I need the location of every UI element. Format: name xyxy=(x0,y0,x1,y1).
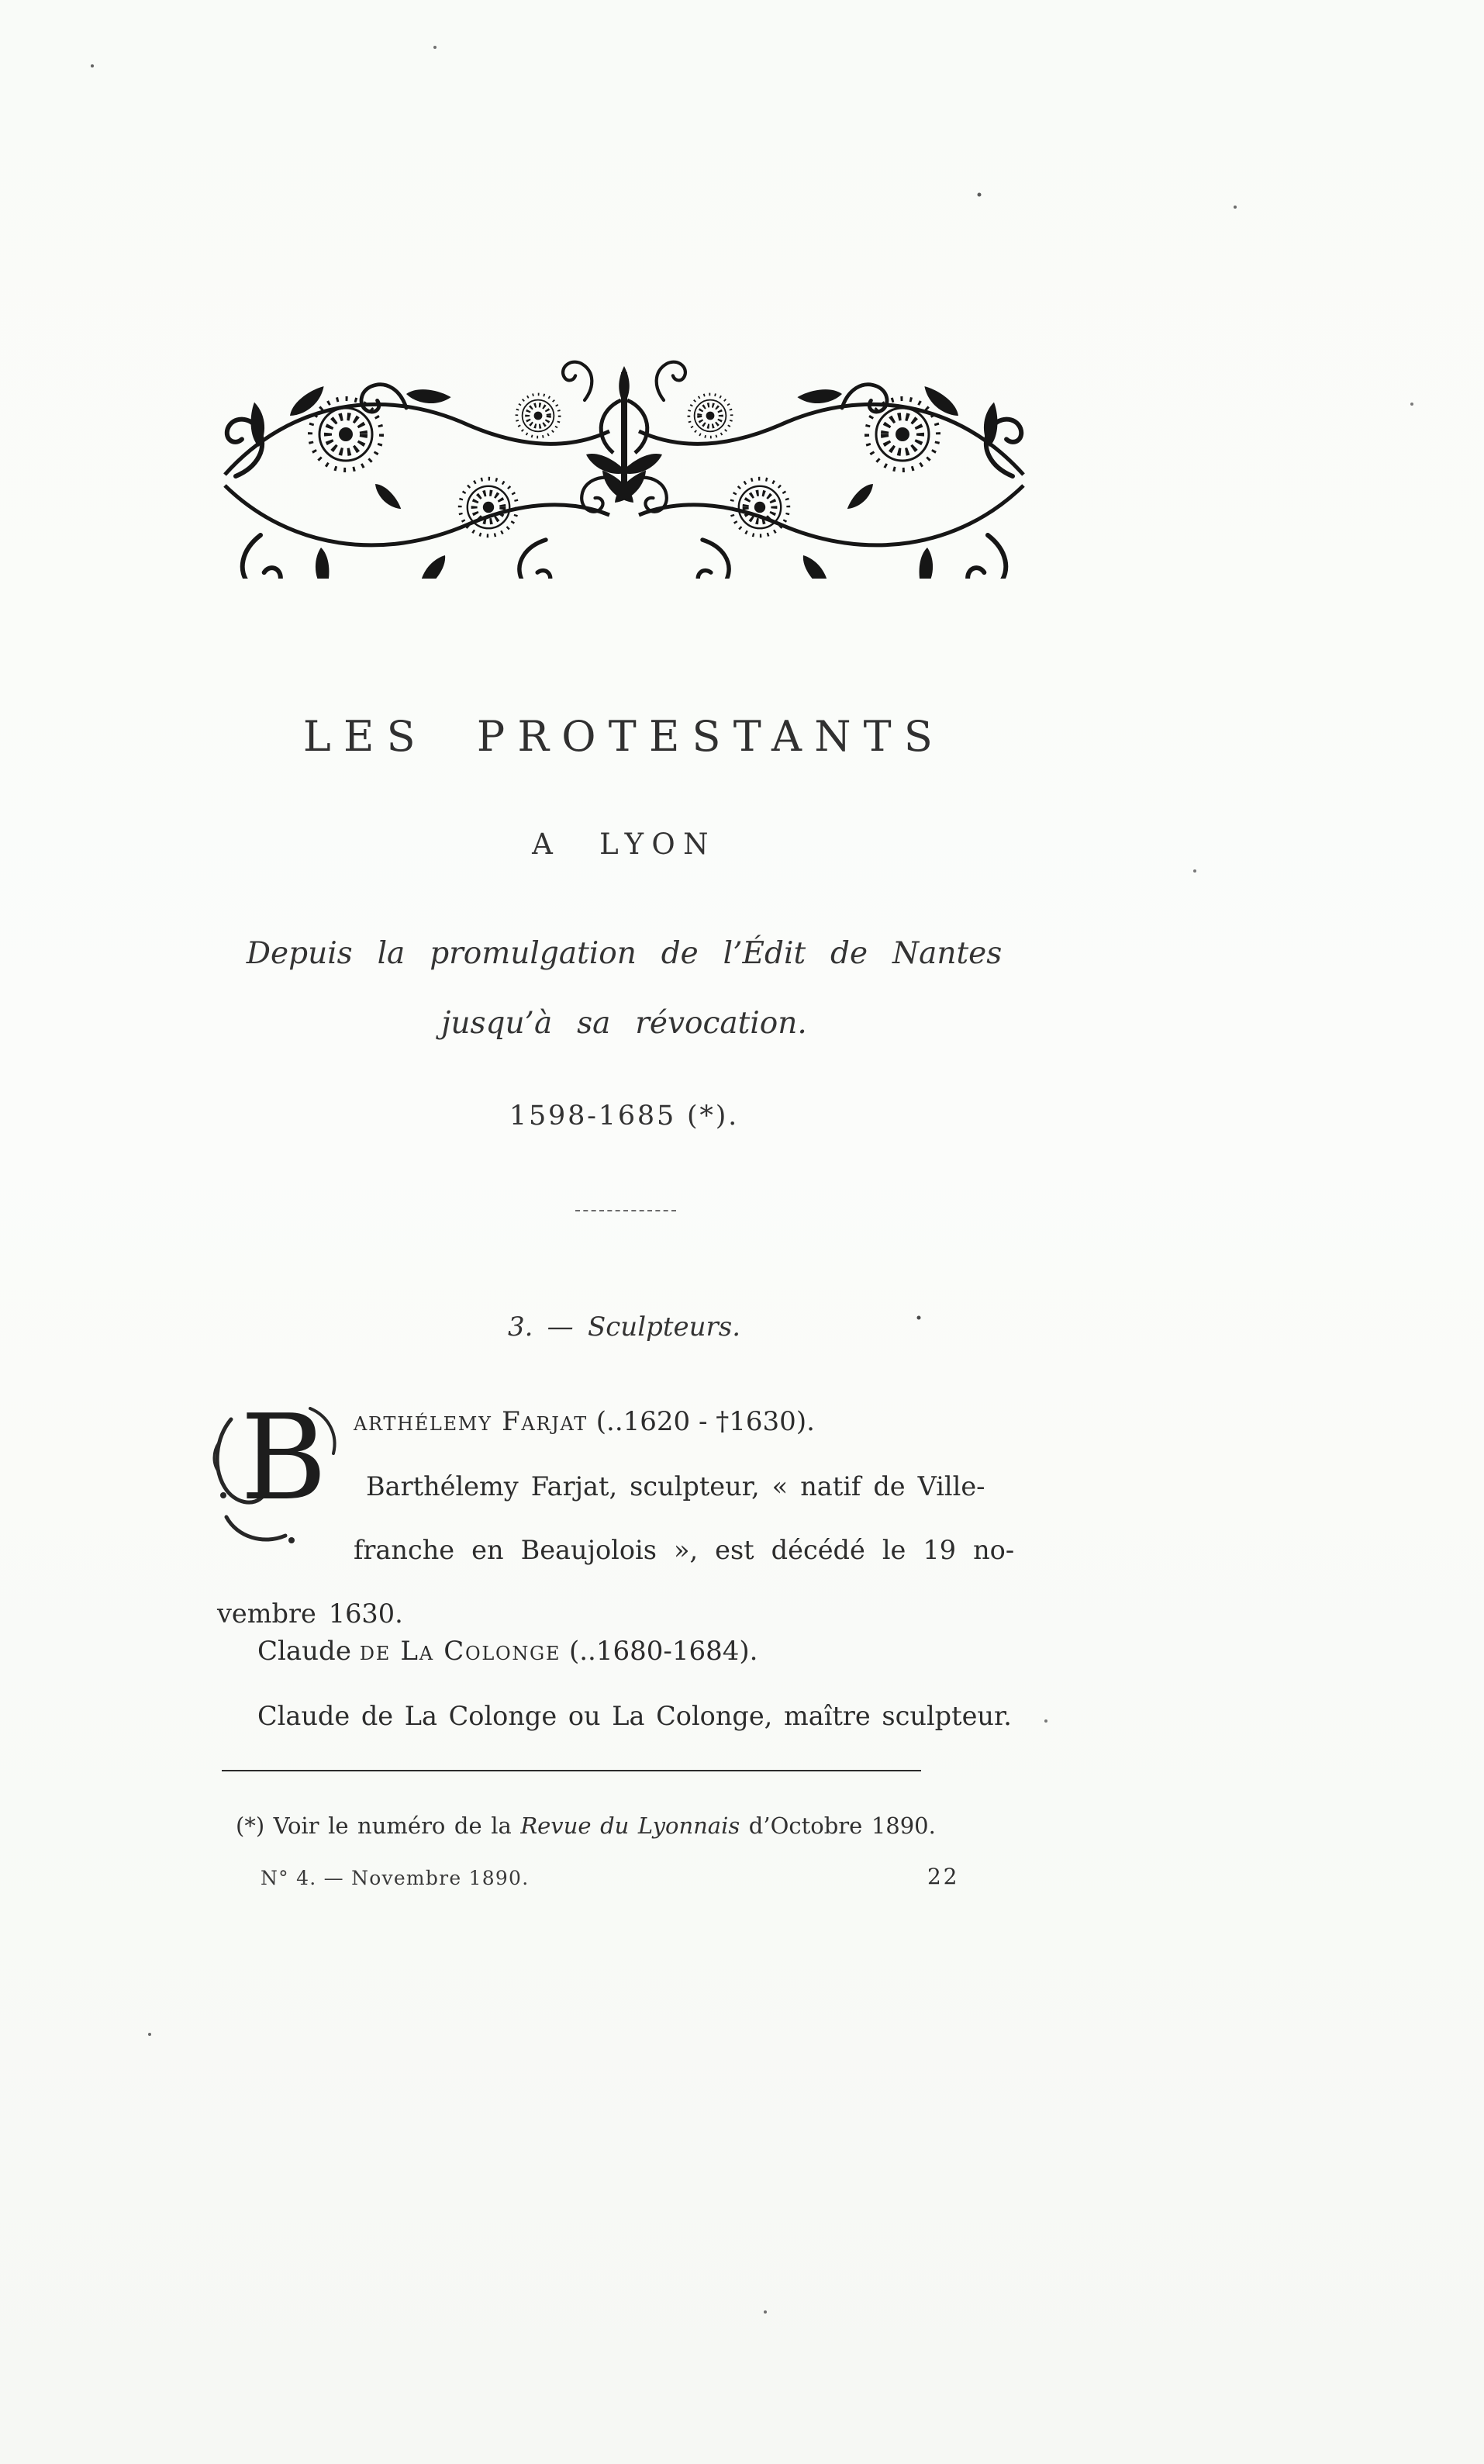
entry1-dates: (..1620 - †1630). xyxy=(587,1406,815,1437)
tagline-line-2: jusqu’à sa révocation. xyxy=(441,1006,807,1041)
dashed-separator-rule xyxy=(575,1210,676,1211)
entry1-name-smallcaps: arthélemy Farjat xyxy=(354,1406,588,1437)
entry1-body-line-1: Barthélemy Farjat, sculpteur, « natif de Ville- xyxy=(366,1471,985,1502)
book-title: LES PROTESTANTS xyxy=(302,712,946,761)
footnote-pre: (*) Voir le numéro de la xyxy=(236,1813,521,1839)
footnote-separator-rule xyxy=(222,1770,921,1771)
entry2-dates: (..1680-1684). xyxy=(561,1636,758,1667)
tagline-line-1: Depuis la promulgation de l’Édit de Nantes xyxy=(246,936,1003,971)
entry2-name-first: Claude xyxy=(257,1636,360,1667)
footnote-post: d’Octobre 1890. xyxy=(740,1813,936,1839)
entry1-body-line-3: vembre 1630. xyxy=(217,1598,403,1629)
scan-speck-artifacts xyxy=(0,0,2,2)
date-range: 1598-1685 (*). xyxy=(509,1101,740,1132)
page-number: 22 xyxy=(927,1864,960,1889)
issue-footer: N° 4. — Novembre 1890. xyxy=(261,1867,530,1889)
entry1-heading xyxy=(354,1405,815,1439)
section-heading: 3. — Sculpteurs. xyxy=(507,1311,741,1343)
footnote-journal-title: Revue du Lyonnais xyxy=(520,1813,740,1839)
entry2-body-line-1: Claude de La Colonge ou La Colonge, maître sculpteur. xyxy=(257,1701,1012,1731)
book-subtitle-location: A LYON xyxy=(532,828,716,861)
footnote xyxy=(236,1812,936,1840)
entry2-name-smallcaps: de La Colonge xyxy=(359,1636,561,1667)
entry2-heading xyxy=(257,1635,758,1668)
dropcap-letter: B xyxy=(240,1389,327,1526)
dropcap-initial xyxy=(211,1389,350,1559)
entry1-body-line-2: franche en Beaujolois », est décédé le 19 no- xyxy=(354,1535,1015,1565)
headpiece-ornament xyxy=(212,358,1036,579)
arabesque-headpiece-icon xyxy=(212,358,1036,579)
